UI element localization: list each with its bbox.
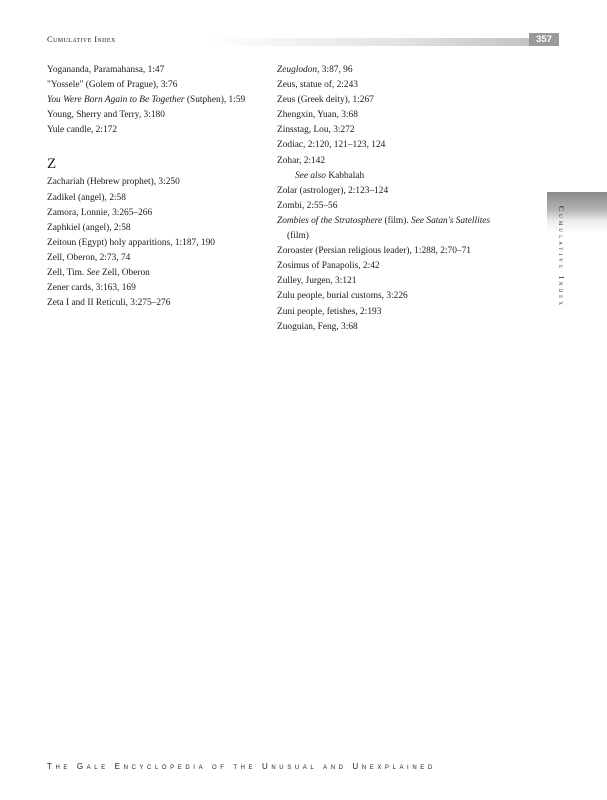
index-entry: Yule candle, 2:172 (47, 125, 118, 136)
index-entry: Zell, Oberon, 2:73, 74 (47, 252, 131, 263)
index-entry: Zeus, statue of, 2:243 (277, 80, 358, 91)
work-title: You Were Born Again to Be Together (47, 95, 185, 106)
entry-locator: (Sutphen), 1:59 (184, 95, 246, 106)
index-entry: Zoroaster (Persian religious leader), 1:288, 2:70–71 (277, 246, 471, 257)
index-entry (47, 93, 262, 108)
index-entry: Zadikel (angel), 2:58 (47, 192, 126, 203)
index-entry: Zaphkiel (angel), 2:58 (47, 222, 131, 233)
running-header (47, 33, 559, 47)
work-title: Zeuglodon (277, 65, 318, 75)
index-entry: Zombi, 2:55–56 (277, 200, 338, 211)
work-title: Zombies of the Stratosphere (277, 215, 383, 226)
entry-locator: (film). (382, 215, 412, 226)
index-entry: Zeitoun (Egypt) holy apparitions, 1:187, 190 (47, 237, 215, 248)
index-entry: "Yossele" (Golem of Prague), 3:76 (47, 80, 178, 91)
see-target: Zell, Oberon (99, 268, 150, 279)
entry-locator: , 3:87, 96 (317, 65, 353, 75)
index-entry (47, 266, 262, 281)
index-entry: Zener cards, 3:163, 169 (47, 283, 136, 294)
side-tab-label: Cumulative Index (557, 206, 566, 309)
index-entry: Zuoguian, Feng, 3:68 (277, 321, 358, 332)
index-entry (277, 214, 492, 244)
index-entry: Zulu people, burial customs, 3:226 (277, 291, 408, 302)
see-also-reference (277, 169, 492, 184)
header-rule (207, 38, 559, 46)
entry-suffix: (film) (287, 231, 309, 242)
section-letter: Z (47, 156, 57, 173)
page-number: 357 (529, 33, 559, 46)
index-entry: Zamora, Lonnie, 3:265–266 (47, 207, 153, 218)
index-entry: Zuni people, fetishes, 2:193 (277, 306, 382, 317)
index-entry: Zeus (Greek deity), 1:267 (277, 95, 374, 106)
index-entry: Yogananda, Paramahansa, 1:47 (47, 65, 165, 75)
running-footer: The Gale Encyclopedia of the Unusual and Unexplained (47, 762, 436, 771)
index-entry: Zosimus of Panapolis, 2:42 (277, 261, 380, 272)
header-title: Cumulative Index (47, 34, 116, 44)
index-entry: Zachariah (Hebrew prophet), 3:250 (47, 177, 180, 188)
see-reference: See (86, 268, 100, 279)
index-entry: Zhengxin, Yuan, 3:68 (277, 110, 358, 121)
index-entry: Zodiac, 2:120, 121–123, 124 (277, 140, 386, 151)
index-entry: Zeta I and II Reticuli, 3:275–276 (47, 298, 171, 309)
index-entry: Zolar (astrologer), 2:123–124 (277, 185, 389, 196)
see-reference: See (411, 215, 425, 226)
index-entry: Zohar, 2:142 (277, 155, 326, 166)
index-column-left (47, 63, 262, 311)
see-target: Kabbalah (325, 170, 365, 181)
index-entry: Young, Sherry and Terry, 3:180 (47, 110, 165, 121)
index-entry (277, 63, 492, 78)
index-entry: Zulley, Jurgen, 3:121 (277, 276, 357, 287)
side-thumb-tab (547, 192, 607, 317)
entry-main: Zell, Tim. (47, 268, 87, 279)
see-target-title: Satan's Satellites (424, 215, 491, 226)
index-column-right (277, 63, 492, 335)
index-entry: Zinsstag, Lou, 3:272 (277, 125, 355, 136)
see-also-label: See also (295, 170, 326, 181)
